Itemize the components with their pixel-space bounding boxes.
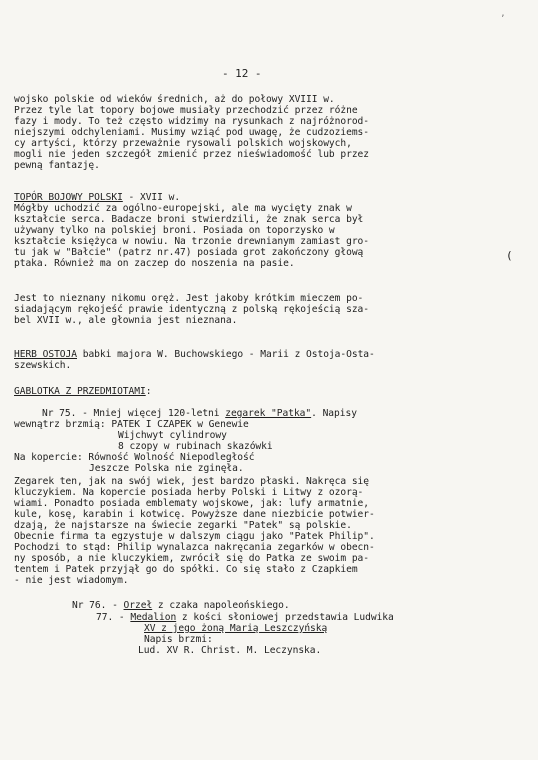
item-75-desc: Zegarek ten, jak na swój wiek, jest bardzo płaski. Nakręca się [14,476,370,487]
herb-line: szewskich. [14,360,72,371]
item-77-suffix: z kości słoniowej przedstawia Ludwika [176,612,394,623]
item-75-name: zegarek "Patka" [225,408,312,419]
item-75-case: Jeszcze Polska nie zginęła. [89,463,244,474]
axe-heading-date: - XVII w. [122,192,181,203]
item-76 [72,600,290,611]
margin-mark: ʼ [500,14,506,24]
item-75-title [42,408,357,419]
axe-line: używany tylko na polskiej broni. Posiada on toporzysko w [14,225,335,236]
item-75-desc: wiami. Ponadto posiada emblematy wojskowe, jak: lufy armatnie, [14,498,370,509]
intro-line: niejszymi odchyleniami. Musimy wziąć pod uwagę, że cudzoziems- [14,127,370,138]
item-75-prefix: Nr 75. - Mniej więcej 120-letni [42,408,226,419]
axe-line: Mógłby uchodzić za ogólno-europejski, ale ma wycięty znak w [14,203,352,214]
item-76-prefix: Nr 76. - [72,600,124,611]
intro-line: fazy i mody. To też często widzimy na rysunkach z najróżnorod- [14,116,370,127]
page-number: - 12 - [222,67,262,80]
herb-heading: HERB OSTOJA [14,349,77,360]
intro-line: wojsko polskie od wieków średnich, aż do połowy XVIII w. [14,94,335,105]
weapon-line: Jest to nieznany nikomu oręż. Jest jakoby krótkim mieczem po- [14,293,364,304]
item-75-desc: kluczykiem. Na kopercie posiada herby Polski i Litwy z ozorą- [14,487,364,498]
item-75-inscription: 8 czopy w rubinach skazówki [118,441,273,452]
item-77-line: XV z jego żoną Marią Leszczyńską [144,623,328,634]
axe-heading [14,192,180,203]
item-76-suffix: z czaka napoleońskiego. [152,600,290,611]
gablotka-title: GABLOTKA Z PRZEDMIOTAMI [14,386,146,397]
item-75-desc: dzają, że najstarsze na świecie zegarki "Patek" są polskie. [14,520,352,531]
item-75-desc: tentem i Patek przyjął go do spółki. Co się stało z Czapkiem [14,564,358,575]
axe-line: ptaka. Również ma on zaczep do noszenia na pasie. [14,258,295,269]
margin-mark: ( [506,249,513,262]
axe-line: kształcie księżyca w nowiu. Na trzonie drewnianym zamiast gro- [14,236,370,247]
intro-line: cy artyści, którzy przeważnie rysowali polskich wojskowych, [14,138,352,149]
item-77-line: Napis brzmi: [144,634,213,645]
intro-line: mogli nie jeden szczegół zmienić przez nieświadomość lub przez [14,149,370,160]
axe-line: tu jak w "Bałcie" (patrz nr.47) posiada grot zakończony głową [14,247,364,258]
herb-line [14,349,375,360]
item-77 [96,612,394,623]
axe-heading-title: TOPÓR BOJOWY POLSKI [14,192,123,203]
item-75-inscription: Wijchwyt cylindrowy [118,430,227,441]
item-75-desc: Obecnie firma ta egzystuje w dalszym ciągu jako "Patek Philip". [14,531,375,542]
axe-line: kształcie serca. Badacze broni stwierdzili, że znak serca był [14,214,364,225]
item-75-desc: ny sposób, a nie kluczykiem, zwrócił się do Patka ze swoim pa- [14,553,370,564]
intro-line: pewną fantazję. [14,160,100,171]
item-75-inscription: wewnątrz brzmią: PATEK I CZAPEK w Genewie [14,419,249,430]
item-75-desc: kule, kosę, karabin i kotwicę. Powyższe dane niezbicie potwier- [14,509,375,520]
weapon-line: siadającym rękojeść prawie identyczną z polską rękojeścią sza- [14,304,370,315]
herb-text: babki majora W. Buchowskiego - Marii z Ostoja-Osta- [77,349,375,360]
item-75-desc: - nie jest wiadomym. [14,575,129,586]
item-77-prefix: 77. - [96,612,131,623]
weapon-line: bel XVII w., ale głownia jest nieznana. [14,315,238,326]
item-75-case: Na kopercie: Równość Wolność Niepodległość [14,452,255,463]
item-76-name: Orzeł [123,600,153,611]
item-77-name: Medalion [130,612,177,623]
item-77-line: Lud. XV R. Christ. M. Leczynska. [138,645,322,656]
item-75-suffix: . Napisy [311,408,357,419]
intro-line: Przez tyle lat topory bojowe musiały przechodzić przez różne [14,105,358,116]
gablotka-colon: : [145,386,152,397]
gablotka-heading [14,386,151,397]
item-75-desc: Pochodzi to stąd: Philip wynalazca nakręcania zegarków w obecn- [14,542,375,553]
